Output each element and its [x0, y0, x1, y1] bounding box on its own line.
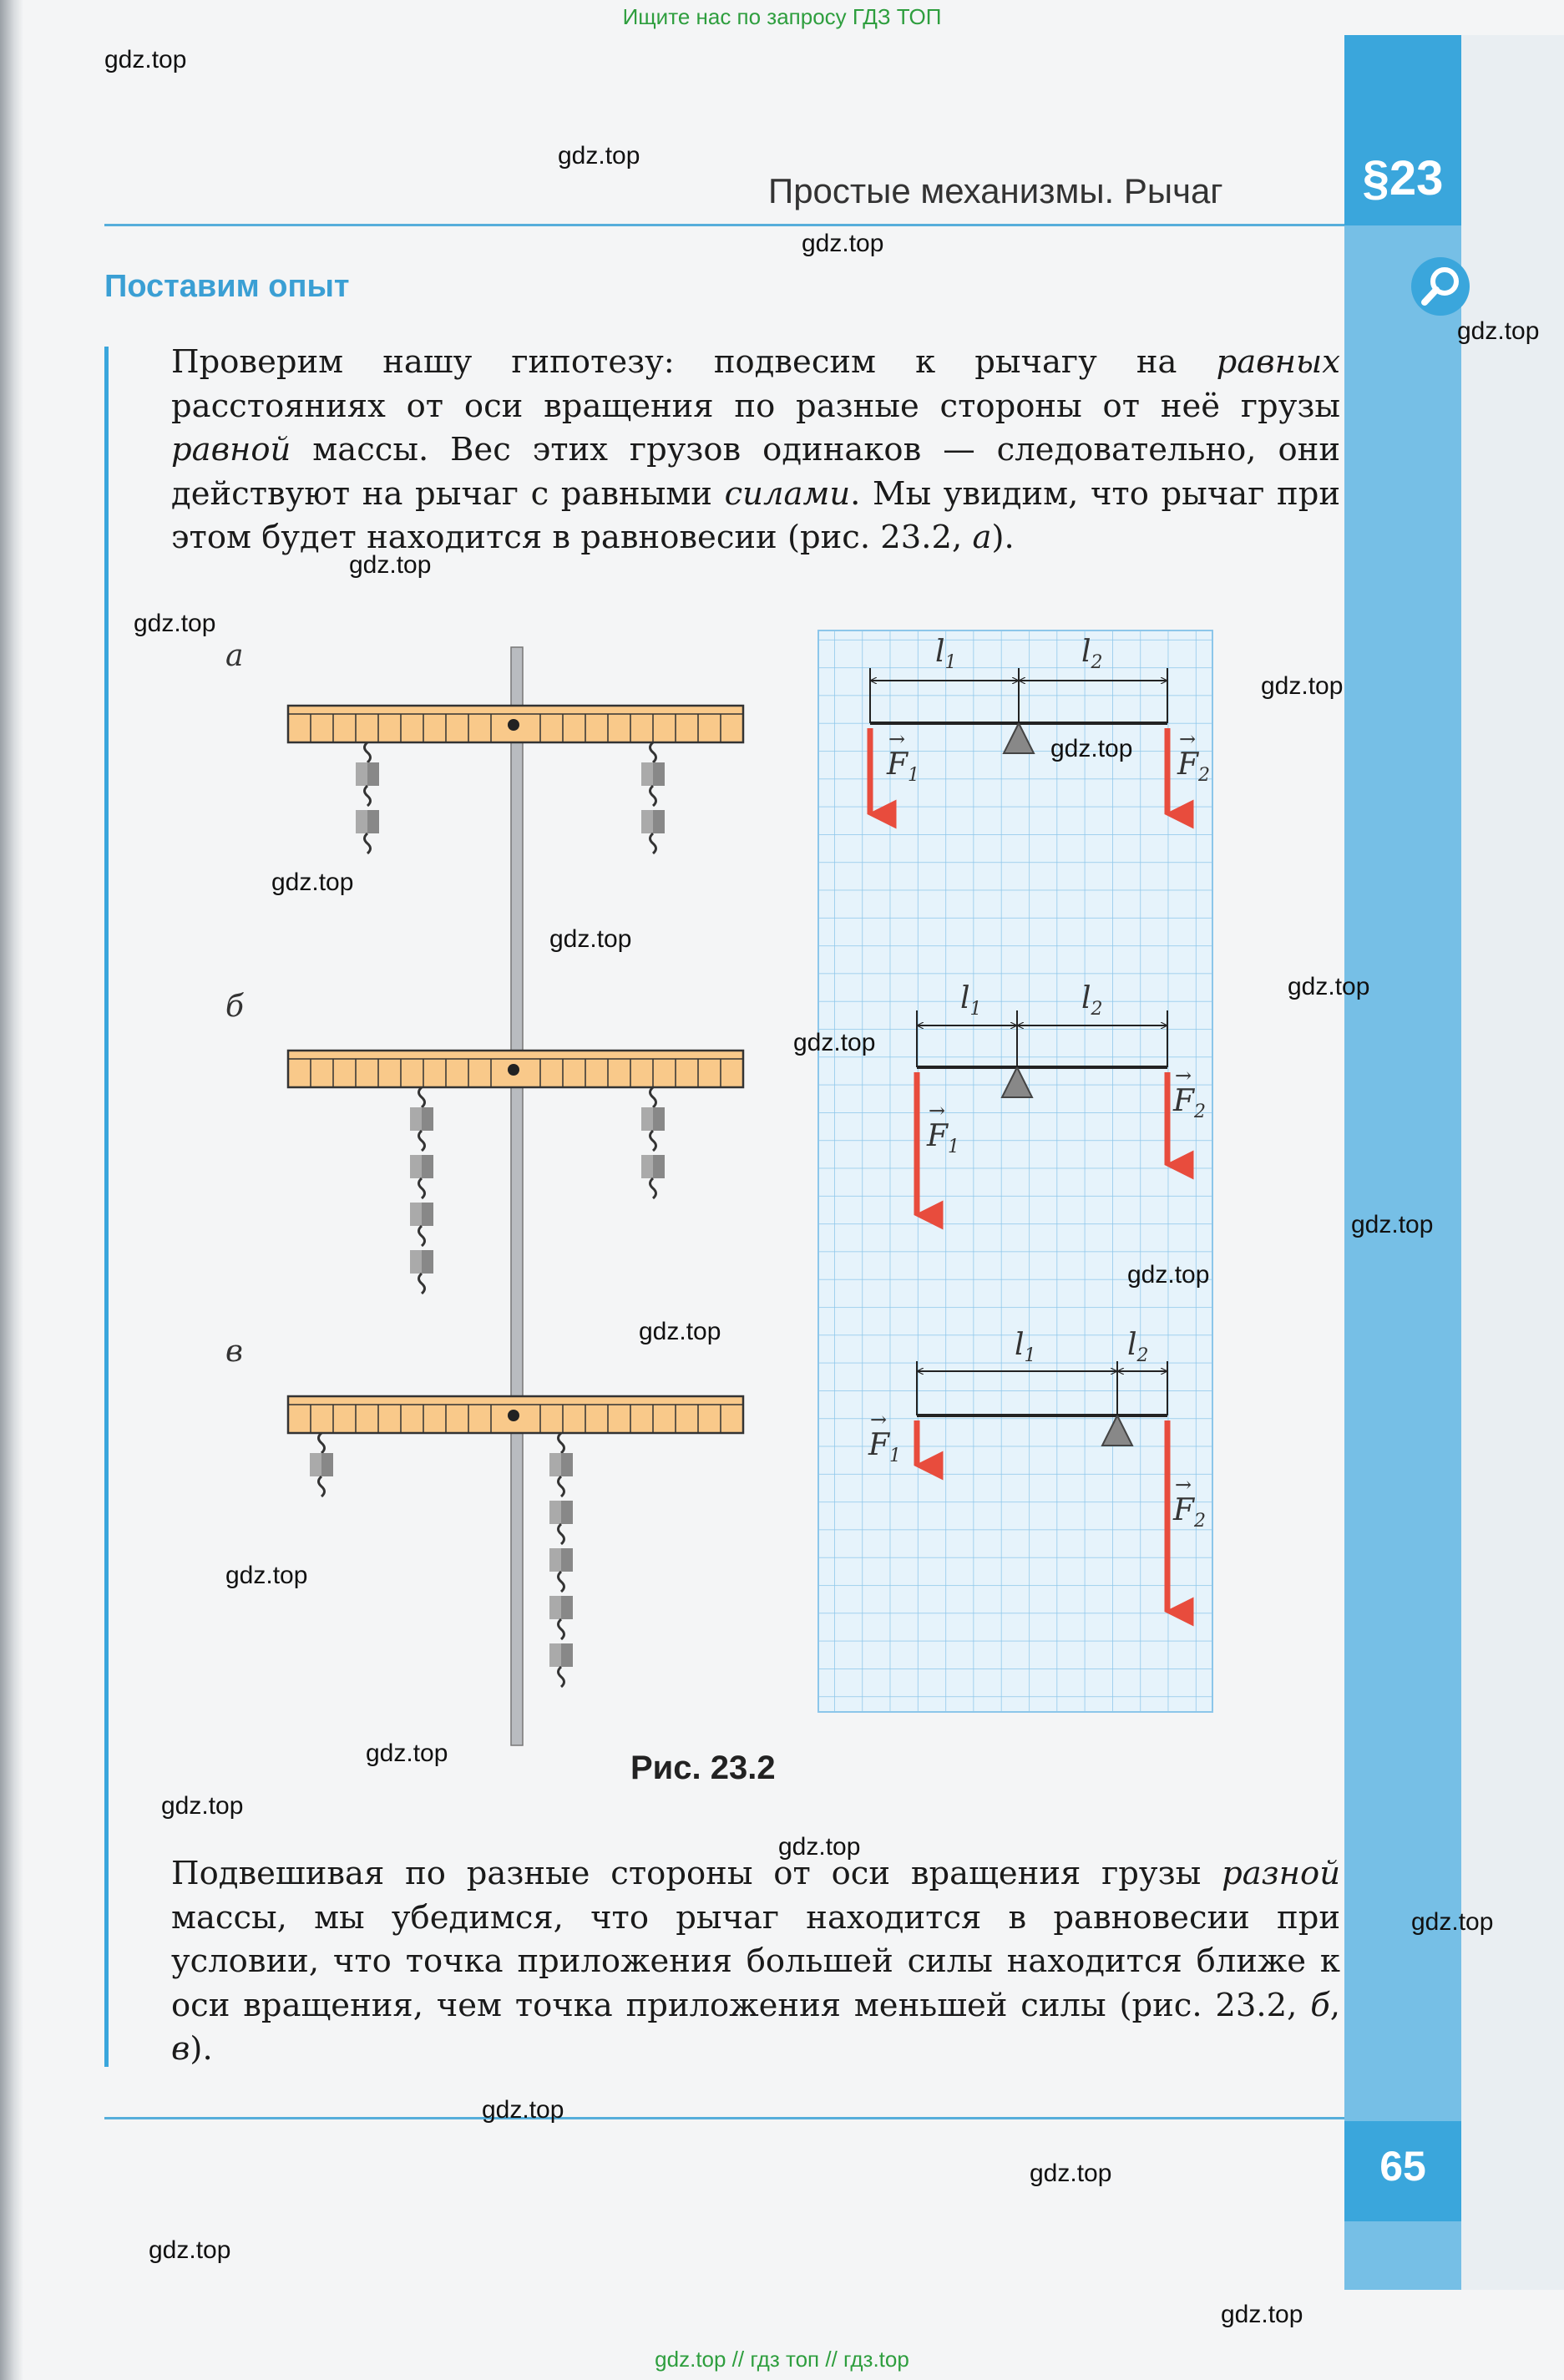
watermark: gdz.top — [271, 868, 354, 896]
watermark: gdz.top — [161, 1792, 244, 1820]
figure-label-a: а — [225, 639, 244, 673]
paragraph-hypothesis: Проверим нашу гипотезу: подвесим к рычагу на равных расстояниях от оси вращения по разные стороны от неё грузы равной массы. Вес этих грузов одинаков — следовательно, они действуют на рычаг с равными силами. Мы увидим, что рычаг при этом будет находится в равновесии (рис. 23.2, а). — [171, 343, 1341, 556]
watermark: gdz.top — [1351, 1211, 1434, 1238]
watermark: gdz.top — [802, 230, 884, 257]
label-f2-b: → $F_2$ — [1173, 1064, 1206, 1123]
watermark: gdz.top — [366, 1739, 448, 1767]
watermark: gdz.top — [225, 1562, 308, 1589]
label-f1-c: → $F_1$ — [868, 1408, 901, 1467]
watermark: gdz.top — [1288, 973, 1370, 1000]
figure-caption: Рис. 23.2 — [630, 1750, 776, 1786]
section-number: §23 — [1362, 151, 1444, 205]
watermark: gdz.top — [134, 610, 216, 637]
watermark: gdz.top — [1457, 317, 1540, 345]
watermark: gdz.top — [149, 2236, 231, 2264]
experiment-heading: Поставим опыт — [104, 269, 350, 304]
watermark: gdz.top — [639, 1318, 721, 1345]
label-l2-a: $l_2$ — [1081, 635, 1103, 674]
label-f2-c: → $F_2$ — [1173, 1473, 1206, 1532]
watermark: gdz.top — [558, 142, 640, 170]
label-l1-b: $l_1$ — [960, 981, 982, 1020]
footer-divider — [104, 2117, 1344, 2119]
label-l2-c: $l_2$ — [1127, 1328, 1149, 1367]
watermark: gdz.top — [549, 925, 632, 953]
watermark: gdz.top — [778, 1833, 861, 1861]
watermark: gdz.top — [349, 551, 432, 579]
watermark: gdz.top — [1050, 735, 1133, 762]
watermark: gdz.top — [1411, 1908, 1494, 1936]
label-l1-a: $l_1$ — [935, 635, 957, 674]
label-f1-a: → $F_1$ — [887, 727, 919, 787]
bottom-banner[interactable]: gdz.top // гдз топ // гдз.top — [655, 2347, 909, 2372]
watermark: gdz.top — [1127, 1261, 1210, 1289]
watermark: gdz.top — [793, 1029, 876, 1056]
watermark: gdz.top — [104, 46, 187, 73]
label-f1-b: → $F_1$ — [927, 1099, 959, 1158]
figure-label-b: б — [225, 990, 244, 1024]
label-l1-c: $l_1$ — [1015, 1328, 1036, 1367]
label-f2-a: → $F_2$ — [1177, 727, 1210, 787]
watermark: gdz.top — [1221, 2301, 1303, 2328]
label-l2-b: $l_2$ — [1081, 981, 1103, 1020]
figure-label-c: в — [225, 1334, 243, 1369]
paragraph-conclusion: Подвешивая по разные стороны от оси вращения грузы разной массы, мы убедимся, что рычаг находится в равновесии при условии, что точка приложения большей силы находится ближе к оси вращения, чем точка приложения меньшей силы (рис. 23.2, б, в). — [171, 1855, 1340, 2068]
page-title: Простые механизмы. Рычаг — [768, 171, 1223, 210]
watermark: gdz.top — [482, 2096, 564, 2124]
watermark: gdz.top — [1261, 672, 1344, 700]
page-number: 65 — [1379, 2143, 1426, 2190]
watermark: gdz.top — [1030, 2160, 1112, 2187]
top-banner[interactable]: Ищите нас по запросу ГДЗ ТОП — [622, 4, 942, 29]
